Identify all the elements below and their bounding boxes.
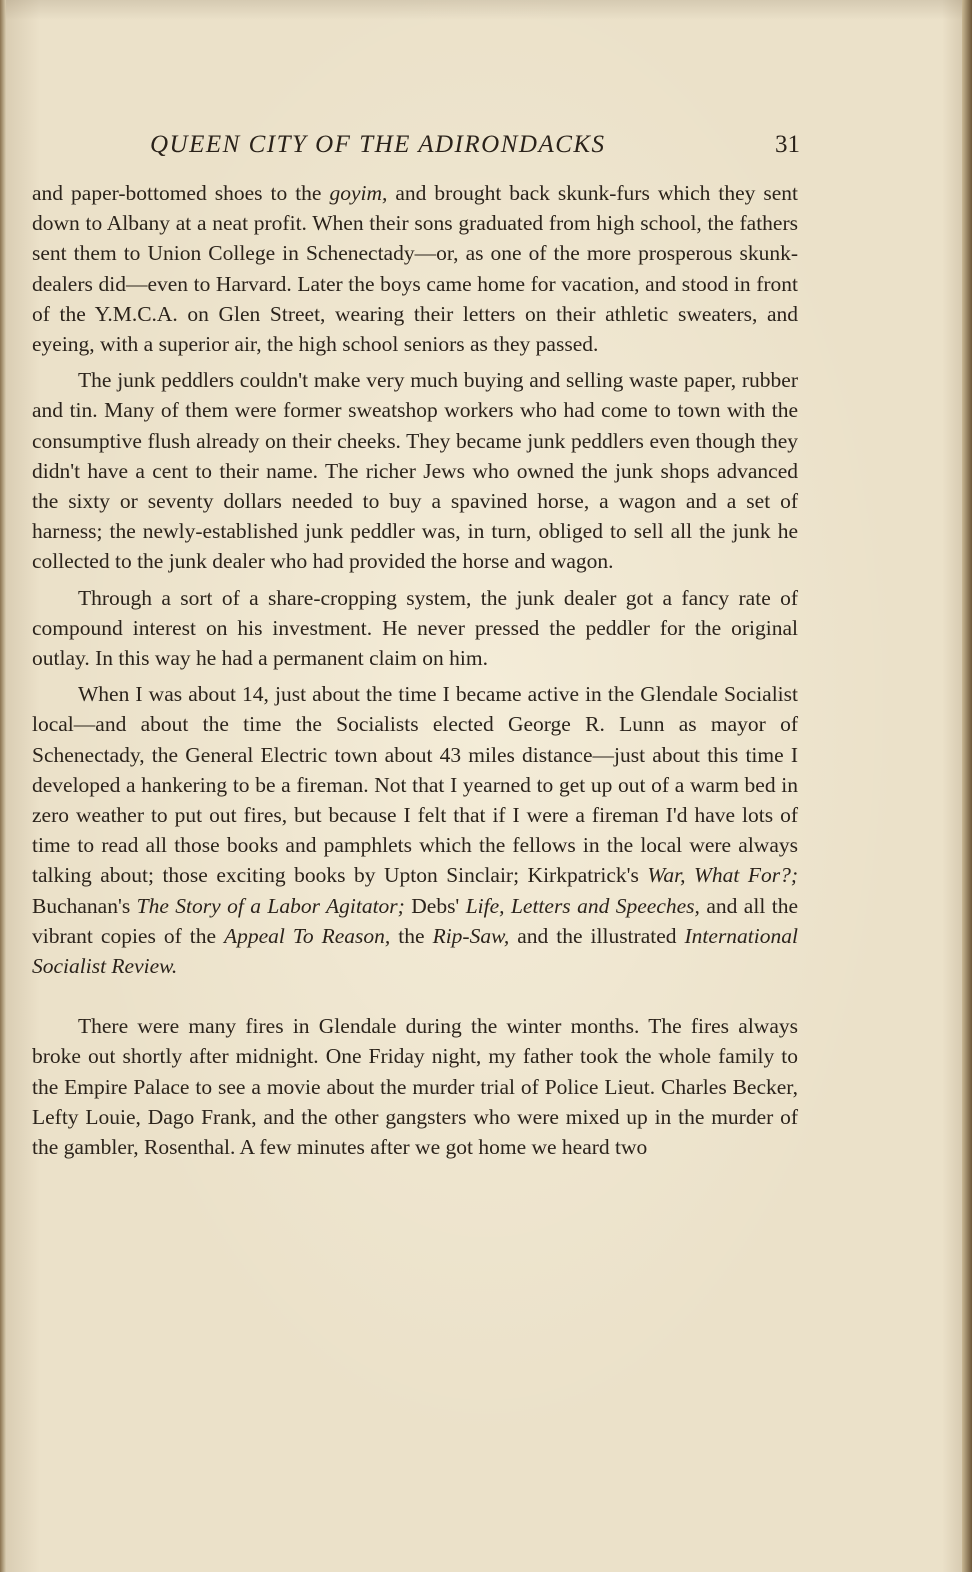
body-text xyxy=(32,178,798,1168)
running-head: QUEEN CITY OF THE ADIRONDACKS xyxy=(150,131,606,158)
page-right-edge-binding xyxy=(962,0,972,1572)
page-header xyxy=(150,131,800,167)
paragraph-4: When I was about 14, just about the time I became active in the Glendale Socialist local—and about the time the Socialists elected George R. Lunn as mayor of Schenectady, the General Electric town about 43 miles distance—just about this time I developed a hankering to be a fireman. Not that I yearned to get up out of a warm bed in zero weather to put out fires, but because I felt that if I were a fireman I'd have lots of time to read all those books and pamphlets which the fellows in the local were always talking about; those exciting books by Upton Sinclair; Kirkpatrick's War, What For?; Buchanan's The Story of a Labor Agitator; Debs' Life, Letters and Speeches, and all the vibrant copies of the Appeal To Reason, the Rip-Saw, and the illustrated International Socialist Review. xyxy=(32,682,798,979)
paragraph-3: Through a sort of a share-cropping system, the junk dealer got a fancy rate of compound interest on his investment. He never pressed the peddler for the original outlay. In this way he had a permanent claim on him. xyxy=(32,585,798,671)
title-life-letters-speeches: Life, Letters and Speeches, xyxy=(465,893,700,918)
italic-goyim: goyim, xyxy=(329,181,388,205)
paragraph-2: The junk peddlers couldn't make very much buying and selling waste paper, rubber and tin. Many of them were former sweatshop workers who had come to town with the consumptive flush already on their cheeks. They became junk peddlers even though they didn't have a cent to their name. The richer Jews who owned the junk shops advanced the sixty or seventy dollars needed to buy a spavined horse, a wagon and a set of harness; the newly-established junk peddler was, in turn, obliged to sell all the junk he collected to the junk dealer who had provided the horse and wagon. xyxy=(32,368,798,574)
page-number: 31 xyxy=(775,131,800,158)
title-rip-saw: Rip-Saw, xyxy=(432,923,510,948)
title-story-of-a-labor-agitator: The Story of a Labor Agitator; xyxy=(136,893,405,918)
title-international-socialist-review: International Socialist Review. xyxy=(32,923,798,979)
paragraph-1: and paper-bottomed shoes to the goyim, and brought back skunk-furs which they sent down to Albany at a neat profit. When their sons graduated from high school, the fathers sent them to Union College in Schenectady—or, as one of the more prosperous skunk-dealers did—even to Harvard. Later the boys came home for vacation, and stood in front of the Y.M.C.A. on Glen Street, wearing their letters on their athletic sweaters, and eyeing, with a superior air, the high school seniors as they passed. xyxy=(32,181,799,357)
page-left-edge-shadow xyxy=(0,0,6,1572)
title-appeal-to-reason: Appeal To Reason, xyxy=(224,923,391,948)
paragraph-5: There were many fires in Glendale during the winter months. The fires always broke out shortly after midnight. One Friday night, my father took the whole family to the Empire Palace to see a movie about the murder trial of Police Lieut. Charles Becker, Lefty Louie, Dago Frank, and the other gangsters who were mixed up in the murder of the gambler, Rosenthal. A few minutes after we got home we heard two xyxy=(32,1014,798,1160)
title-war-what-for: War, What For?; xyxy=(647,863,798,888)
